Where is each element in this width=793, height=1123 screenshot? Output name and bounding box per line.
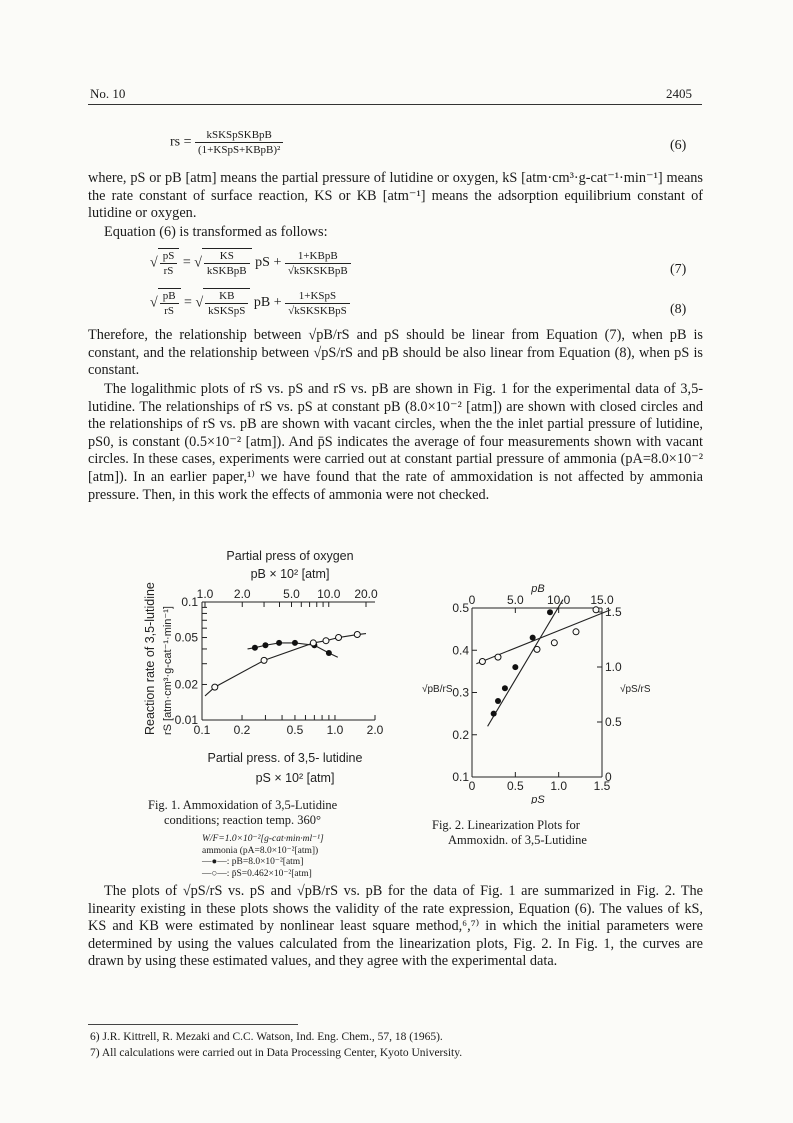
fig2-x-tick-label: 1.5 [593,779,611,793]
fig1-y-tick-label: 0.1 [181,595,198,609]
fig1-x-tick-label: 0.2 [233,723,251,737]
fig2-closed-point [547,609,553,615]
fig2-caption-line-1: Fig. 2. Linearization Plots for [432,818,580,832]
fig1-closed-point [262,642,268,648]
fig1-y-tick-label: 0.05 [174,630,198,645]
fig2-top-tick-label: 0 [468,593,476,607]
fig2-left-tick-label: 0.1 [452,770,469,784]
eq7-frac-den: kSKSKBpB [293,264,348,277]
fig2-caption-line-2: Ammoxidn. of 3,5-Lutidine [448,833,587,847]
eq8-frac-den: kSKSKBpS [294,304,347,317]
eq8-rad-num: KB [205,289,248,304]
fig2-top-tick-label: 15.0 [590,593,614,607]
fig2-xlabel: pS [531,794,545,804]
fig1-x-tick-label: 0.5 [286,723,304,737]
eq7-rad-num: KS [204,249,250,264]
page-number: 2405 [666,86,692,101]
fig1-y-tick-label: 0.01 [174,713,198,727]
fig2-x-tick-label: 0.5 [506,779,524,793]
fig1-closed-point [252,645,258,651]
eq7-mid: pS + [255,255,282,271]
paragraph-logplots: The logalithmic plots of rS vs. pS and rS vs. pB are shown in Fig. 1 for the experimental data of 3,5-lutidine. The relationships of rS vs. pS at constant pB (8.0×10⁻² [atm]) are shown with closed circles and the relationships of rS vs. pB are shown with vacant circles, when the the inlet partial pressure of lutidine, pS0, is constant (0.5×10⁻² [atm]). And p̄S indicates the average of four measurements shown with vacant circles. In these cases, experiments were carried out at constant partial pressure of ammonia (pA=8.0×10⁻² [atm]). In an earlier paper,¹⁾ we have found that the rate of ammoxidation is not affected by ammonia pressure. Then, in this work the effects of ammonia were not checked. [88,381,703,503]
fig1-open-point [261,657,267,663]
fig2-closed-point [502,685,508,691]
fig1-legend-wf: W/F=1.0×10⁻²[g-cat·min·ml⁻¹] [202,834,324,844]
eq8-lhs-num: pB [160,289,179,304]
fig1-top-tick-label: 1.0 [196,587,214,601]
eq8-frac-num: 1+KSpS [285,289,350,304]
fig1-ylabel-1: Reaction rate of 3,5-lutidine [143,582,157,735]
fig1-legend-open: —○—: p̄S=0.462×10⁻²[atm] [202,868,312,879]
fig1-caption-line-1: Fig. 1. Ammoxidation of 3,5-Lutidine [148,798,338,812]
fig2-left-tick-label: 0.4 [452,643,469,658]
paragraph-definitions: where, pS or pB [atm] means the partial pressure of lutidine or oxygen, kS [atm·cm³·g-cat⁻¹·min⁻¹] means the rate constant of surface reaction, KS or KB [atm⁻¹] means the adsorption equilibrium constant of lutidine or oxygen. [88,170,703,222]
header-rule [88,104,702,105]
paragraph-summary: The plots of √pS/rS vs. pS and √pB/rS vs. pB for the data of Fig. 1 are summarized in Fig. 2. The linearity existing in these plots shows the validity of the rate expression, Equation (6). The values of kS, KS and KB were estimated by nonlinear least square method,⁶,⁷⁾ in which the initial parameters were determined by using the values calculated from the linearization plots, Fig. 2. In Fig. 1, the curves are drawn by using these estimated values, and they agree with the experimental data. [88,883,703,970]
fig2-left-tick-label: 0.2 [452,727,469,742]
fig2-closed-point [491,711,497,717]
fig1-top-tick-label: 10.0 [317,587,341,601]
fig2-right-tick-label: 1.5 [605,605,622,619]
fig2-left-tick-label: 0.5 [452,601,469,615]
footnote-7: 7) All calculations were carried out in Data Processing Center, Kyoto University. [90,1047,463,1059]
fig2-open-point [551,640,557,646]
fig1-legend-closed: —●—: pB=8.0×10⁻²[atm] [202,857,304,867]
eq7-lhs-den: rS [163,265,174,277]
fig1-top-label-2: pB × 10² [atm] [250,567,330,581]
fig1-caption [148,798,337,828]
eq6-lhs: rs = [170,134,192,150]
paragraph-linearity: Therefore, the relationship between √pB/rS and pS should be linear from Equation (7), when pB is constant, and the relationship between √pS/rS and pB should be also linear from Equation (8), when pS is constant. [88,327,703,379]
fig1-y-tick-label: 0.02 [174,677,198,692]
fig2-top-label: pB [531,583,545,595]
fig1-top-label-1: Partial press of oxygen [226,549,354,563]
fig2-top-tick-label: 5.0 [506,593,524,607]
fig2-open-point [495,654,501,660]
fig2-closed-point [512,664,518,670]
fig2-right-tick-label: 0 [605,770,612,784]
fig2-right-tick-label: 1.0 [605,660,622,674]
fig1-legend [202,834,324,880]
fig2-open-point [593,607,599,613]
fig1-xlabel-2: pS × 10² [atm] [255,771,335,785]
fig2-open-point [534,646,540,652]
footnote-rule [88,1024,298,1025]
fig2-open-point [573,629,579,635]
eq8-mid: pB + [253,295,282,311]
eq6-denominator: (1+KSpS+KBpB)² [198,144,281,156]
fig2-right-tick-label: 0.5 [605,715,622,729]
fig2-x-tick-label: 1.0 [550,779,568,793]
fig1-ylabel-2: rS [atm·cm³·g-cat⁻¹·min⁻¹] [162,606,174,735]
figure-1-chart [140,540,410,805]
fig1-open-point [323,638,329,644]
fig2-open-point [479,659,485,665]
eq8-lhs-den: rS [164,305,174,317]
fig1-caption-line-2: conditions; reaction temp. 360° [164,813,322,827]
eq6-number: (6) [670,138,687,153]
fig2-closed-point [495,698,501,704]
fig1-open-point [310,640,316,646]
fig1-x-tick-label: 2.0 [366,723,384,737]
equation-6 [170,128,283,157]
fig2-right-label: √pS/rS [620,684,650,695]
fig2-closed-fit-line [488,600,563,727]
fig2-top-tick-label: 10.0 [546,593,571,607]
eq7-rad-den: kSKBpB [206,265,247,277]
fig1-top-tick-label: 2.0 [233,587,251,601]
eq8-number: (8) [670,302,687,317]
fig1-open-point [336,635,342,641]
fig1-xlabel-1: Partial press. of 3,5- lutidine [207,751,363,765]
eq8-rad-den: kSKSpS [208,305,246,317]
footnote-6: 6) J.R. Kittrell, R. Mezaki and C.C. Watson, Ind. Eng. Chem., 57, 18 (1965). [90,1031,443,1043]
fig2-left-tick-label: 0.3 [452,685,469,700]
fig1-closed-point [292,640,298,646]
eq7-number: (7) [670,262,687,277]
fig2-caption [432,818,587,848]
fig1-x-tick-label: 0.1 [193,723,211,737]
equation-8: √ $\frac{pB}{rS}$ = √ $\frac{KB}{\text{kSKSpS}}$ pB + $\frac{\text{1+KSpS}}{\text{√kSKSKBpS}}$ [150,288,350,318]
eq7-frac-num: 1+KBpB [285,249,351,264]
fig1-closed-point [326,650,332,656]
figure-2-chart [420,572,650,804]
equation-7: √ $\frac{pS}{rS}$ = √ $\frac{KS}{\text{kSKBpB}}$ pS + $\frac{\text{1+KBpB}}{\text{√kSKSKBpB}}$ [150,248,351,278]
fig1-x-tick-label: 1.0 [326,723,344,737]
fig1-top-tick-label: 5.0 [283,587,300,601]
fig1-open-point [354,632,360,638]
fig1-legend-ammonia: ammonia (pA=8.0×10⁻²[atm]) [202,845,319,856]
fig1-top-tick-label: 20.0 [354,587,378,601]
fig1-closed-point [276,640,282,646]
paragraph-transform: Equation (6) is transformed as follows: [104,224,328,240]
eq7-lhs-num: pS [160,249,178,264]
fig1-open-point [212,684,218,690]
issue-number: No. 10 [90,86,126,101]
eq6-numerator: kSKSpSKBpB [195,128,283,143]
fig2-left-label: √pB/rS [422,684,453,695]
fig2-x-tick-label: 0 [468,779,476,793]
